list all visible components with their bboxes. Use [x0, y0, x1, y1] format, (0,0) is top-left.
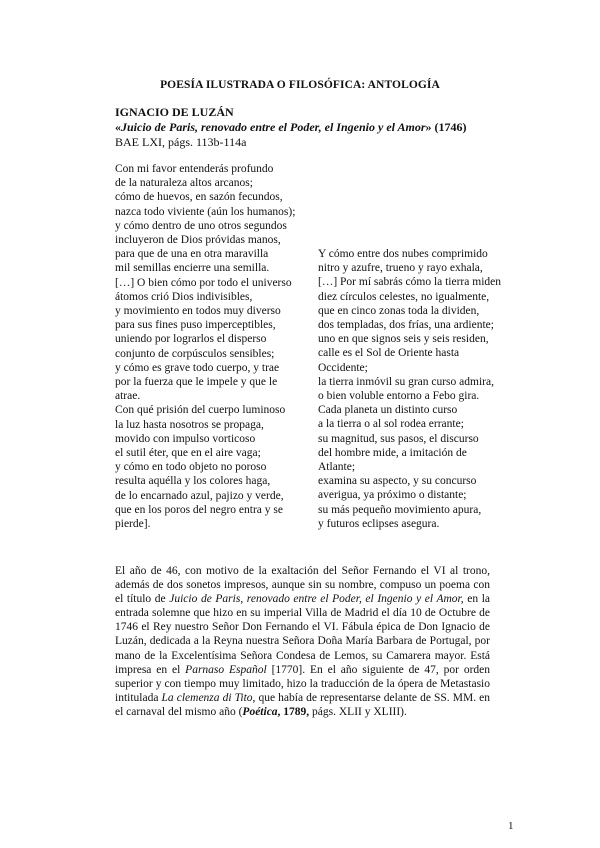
poem-line: y futuros eclipses asegura.	[318, 517, 440, 530]
poem-line: pierde].	[115, 518, 151, 531]
poem-line: nitro y azufre, trueno y rayo exhala,	[318, 262, 483, 275]
poem-line: de lo encarnado azul, pajizo y verde,	[115, 489, 284, 502]
poem-line: atrae.	[115, 390, 141, 403]
poem-line: a la tierra o al sol rodea errante;	[318, 418, 464, 431]
poem-line: incluyeron de Dios próvidas manos,	[115, 234, 281, 247]
poem-line: diez círculos celestes, no igualmente,	[318, 290, 490, 303]
poem-line: Cada planeta un distinto curso	[318, 404, 458, 417]
poem-line: por la fuerza que le impele y que le	[115, 376, 278, 389]
poem-line: y cómo en todo objeto no poroso	[115, 461, 267, 474]
poem-line: Con qué prisión del cuerpo luminoso	[115, 404, 286, 417]
poem-line: del hombre mide, a imitación de	[318, 446, 467, 459]
poem-line: resulta aquélla y los colores haga,	[115, 475, 271, 488]
poem-line: nazca todo viviente (aún los humanos);	[115, 205, 296, 218]
poem-line: mil semillas encierre una semilla.	[115, 262, 270, 275]
page-number: 1	[508, 820, 514, 832]
poem-line: átomos crió Dios indivisibles,	[115, 290, 253, 303]
poem-line: Occidente;	[318, 361, 368, 374]
poem-line: Atlante;	[318, 461, 356, 474]
poem-line: […] Por mí sabrás cómo la tierra miden	[318, 276, 501, 289]
poem-line: calle es el Sol de Oriente hasta	[318, 347, 460, 360]
poem-line: que en cinco zonas toda la dividen,	[318, 304, 480, 317]
poem-line: averigua, ya próximo o distante;	[318, 489, 467, 502]
work-quote-close: » (1746)	[425, 120, 467, 134]
poem-line: Y cómo entre dos nubes comprimido	[318, 248, 488, 260]
poem-line: Con mi favor entenderás profundo	[115, 163, 274, 175]
poem-line: para que de una en otra maravilla	[115, 248, 269, 261]
poem-line: dos templadas, dos frías, una ardiente;	[318, 319, 494, 332]
poem-line: la luz hasta nosotros se propaga,	[115, 418, 264, 431]
poem-line: para sus fines puso imperceptibles,	[115, 319, 276, 332]
poem-left-column	[115, 162, 295, 531]
poem-line: movido con impulso vorticoso	[115, 432, 256, 445]
poem-line: uno en que signos seis y seis residen,	[318, 333, 489, 346]
author-heading: IGNACIO DE LUZÁN	[115, 105, 234, 119]
poem-line: conjunto de corpúsculos sensibles;	[115, 347, 275, 360]
work-title: Juicio de Paris, renovado entre el Poder, el Ingenio y el Amor	[121, 120, 426, 134]
poem-line: y cómo dentro de uno otros segundos	[115, 219, 287, 232]
poem-line: y movimiento en todos muy diverso	[115, 305, 281, 318]
poem-line: su magnitud, sus pasos, el discurso	[318, 432, 479, 445]
poem-line: su más pequeño movimiento apura,	[318, 503, 482, 516]
source-reference: BAE LXI, págs. 113b-114a	[115, 135, 247, 149]
poem-line: y cómo es grave todo cuerpo, y trae	[115, 361, 280, 374]
poem-line: de la naturaleza altos arcanos;	[115, 177, 253, 190]
poem-line: la tierra inmóvil su gran curso admira,	[318, 375, 494, 388]
poem-line: cómo de huevos, en sazón fecundos,	[115, 191, 283, 204]
poem-line: que en los poros del negro entra y se	[115, 503, 283, 516]
poem-line: o bien voluble entorno a Febo gira.	[318, 390, 480, 403]
poem-right-column	[318, 247, 501, 531]
commentary-paragraph: El año de 46, con motivo de la exaltación del Señor Fernando el VI al trono, además de dos sonetos impresos, aunque sin su nombre, compuso un poema con el título de Juicio de Paris, renovado entre el Poder, el Ingenio y el Amor, en la entrada solemne que hizo en su imperial Villa de Madrid el día 10 de Octubre de 1746 el Rey nuestro Señor Don Fernando el VI. Fábula épica de Don Ignacio de Luzán, dedicada a la Reyna nuestra Señora Doña María Barbara de Portugal, por mano de la Excelentísima Señora Condesa de Lemos, su Camarera mayor. Está impresa en el Parnaso Español [1770]. En el año siguiente de 47, por orden superior y con tiempo muy limitado, hizo la traducción de la ópera de Metastasio intitulada La clemenza di Tito, que había de representarse delante de SS. MM. en el carnaval del mismo año (Poética, 1789, págs. XLII y XLIII).	[115, 565, 491, 718]
work-heading	[115, 120, 467, 135]
poem-line: el sutil éter, que en el aire vaga;	[115, 447, 261, 460]
poem-line: uniendo por lograrlos el disperso	[115, 333, 267, 346]
poem-line: examina su aspecto, y su concurso	[318, 475, 477, 488]
page-title: POESÍA ILUSTRADA O FILOSÓFICA: ANTOLOGÍA	[160, 79, 440, 91]
work-quote-open: «	[115, 120, 121, 134]
poem-line: […] O bien cómo por todo el universo	[115, 276, 292, 289]
